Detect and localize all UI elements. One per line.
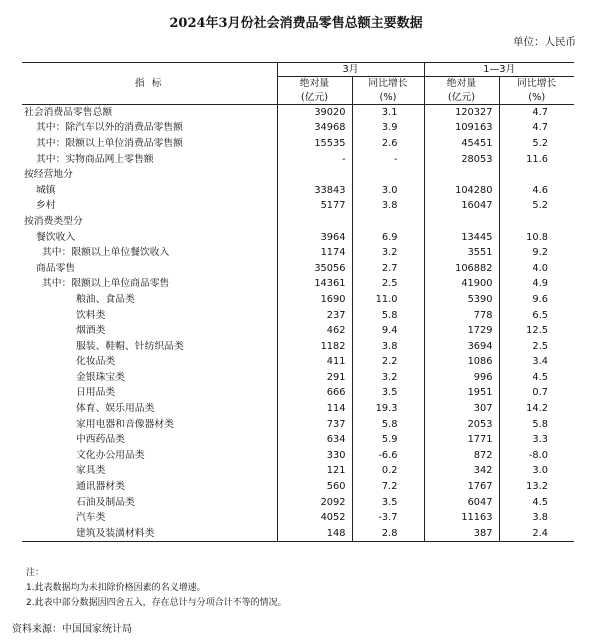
q1-yoy-growth: 2.4 <box>499 526 574 542</box>
table-row <box>22 448 574 464</box>
row-label: 金银珠宝类 <box>76 371 125 383</box>
row-label: 服装、鞋帽、针纺织品类 <box>76 340 184 352</box>
march-yoy-growth: -3.7 <box>352 510 424 526</box>
row-label: 其中：限额以上单位餐饮收入 <box>42 247 170 259</box>
march-yoy-growth: -6.6 <box>352 448 424 464</box>
march-absolute-value: 737 <box>277 416 352 432</box>
march-absolute-value: 330 <box>277 448 352 464</box>
q1-yoy-growth <box>499 167 574 183</box>
q1-yoy-growth: 12.5 <box>499 323 574 339</box>
q1-yoy-growth: 11.6 <box>499 151 574 167</box>
table-row <box>22 214 574 230</box>
notes-heading: 注： <box>26 568 45 578</box>
march-yoy-growth: 0.2 <box>352 463 424 479</box>
row-label: 体育、娱乐用品类 <box>76 403 155 415</box>
table-row <box>22 151 574 167</box>
march-yoy-growth: 5.8 <box>352 307 424 323</box>
q1-absolute-value: 778 <box>424 307 499 323</box>
march-yoy-growth: 2.7 <box>352 260 424 276</box>
march-yoy-growth: 5.8 <box>352 416 424 432</box>
march-yoy-growth: 11.0 <box>352 292 424 308</box>
q1-yoy-growth: 4.7 <box>499 120 574 136</box>
period-q1-header: 1—3月 <box>424 63 574 77</box>
table-row <box>22 416 574 432</box>
march-absolute-value: 14361 <box>277 276 352 292</box>
march-absolute-value: 2092 <box>277 494 352 510</box>
row-label: 建筑及装潢材料类 <box>22 526 277 542</box>
march-yoy-growth: 5.9 <box>352 432 424 448</box>
march-absolute-value: 1690 <box>277 292 352 308</box>
row-label: 汽车类 <box>76 512 106 524</box>
march-abs-unit: (亿元) <box>277 91 352 105</box>
march-absolute-value: 33843 <box>277 182 352 198</box>
row-label: 石油及制品类 <box>76 496 135 508</box>
q1-yoy-header: 同比增长 <box>499 77 574 91</box>
march-yoy-growth: 2.8 <box>352 526 424 542</box>
period-march-header: 3月 <box>277 63 424 77</box>
table-row <box>22 526 574 542</box>
indicator-header: 指 标 <box>22 63 277 105</box>
table-row <box>22 136 574 152</box>
row-label: 社会消费品零售总额 <box>24 107 113 119</box>
q1-yoy-growth: 2.5 <box>499 338 574 354</box>
q1-yoy-growth: 3.0 <box>499 463 574 479</box>
unit-label: 单位：人民币 <box>513 36 576 48</box>
march-yoy-growth: - <box>352 151 424 167</box>
q1-absolute-value: 45451 <box>424 136 499 152</box>
q1-absolute-value: 1767 <box>424 479 499 495</box>
march-absolute-value: 148 <box>277 526 352 542</box>
march-yoy-growth: 3.1 <box>352 105 424 121</box>
march-abs-header: 绝对量 <box>277 77 352 91</box>
row-label: 其中：限额以上单位消费品零售额 <box>36 137 183 149</box>
report-title: 2024年3月份社会消费品零售总额主要数据 <box>169 16 423 31</box>
q1-yoy-growth: 5.2 <box>499 136 574 152</box>
march-absolute-value: 634 <box>277 432 352 448</box>
march-absolute-value: 39020 <box>277 105 352 121</box>
row-label: 通讯器材类 <box>76 481 125 493</box>
row-label: 饮料类 <box>76 309 106 321</box>
table-row <box>22 494 574 510</box>
q1-yoy-growth: 5.8 <box>499 416 574 432</box>
retail-sales-table <box>22 62 574 542</box>
march-absolute-value: 35056 <box>277 260 352 276</box>
data-source: 资料来源：中国国家统计局 <box>12 624 132 635</box>
q1-yoy-growth: 0.7 <box>499 385 574 401</box>
march-yoy-growth: 2.6 <box>352 136 424 152</box>
q1-yoy-growth: 4.6 <box>499 182 574 198</box>
table-row <box>22 198 574 214</box>
march-absolute-value: 121 <box>277 463 352 479</box>
march-yoy-growth: 3.2 <box>352 370 424 386</box>
march-absolute-value: 5177 <box>277 198 352 214</box>
march-yoy-growth: 9.4 <box>352 323 424 339</box>
march-absolute-value <box>277 214 352 230</box>
table-row <box>22 276 574 292</box>
row-label: 其中：限额以上单位商品零售 <box>42 278 170 290</box>
march-yoy-growth: 3.0 <box>352 182 424 198</box>
march-absolute-value: 15535 <box>277 136 352 152</box>
q1-absolute-value <box>424 214 499 230</box>
q1-absolute-value: 872 <box>424 448 499 464</box>
march-absolute-value: - <box>277 151 352 167</box>
q1-yoy-growth: 4.9 <box>499 276 574 292</box>
q1-abs-header: 绝对量 <box>424 77 499 91</box>
q1-absolute-value: 13445 <box>424 229 499 245</box>
table-row <box>22 292 574 308</box>
q1-absolute-value: 16047 <box>424 198 499 214</box>
q1-absolute-value: 3694 <box>424 338 499 354</box>
q1-yoy-growth: 6.5 <box>499 307 574 323</box>
q1-absolute-value: 106882 <box>424 260 499 276</box>
march-absolute-value: 3964 <box>277 229 352 245</box>
march-absolute-value: 4052 <box>277 510 352 526</box>
march-yoy-growth: 3.8 <box>352 198 424 214</box>
notes <box>26 566 287 611</box>
q1-absolute-value: 1951 <box>424 385 499 401</box>
row-label: 乡村 <box>36 200 56 212</box>
q1-yoy-unit: (%) <box>499 91 574 105</box>
q1-absolute-value: 6047 <box>424 494 499 510</box>
row-label: 文化办公用品类 <box>76 449 145 461</box>
table-row <box>22 167 574 183</box>
q1-yoy-growth: 14.2 <box>499 401 574 417</box>
row-label: 中西药品类 <box>76 434 125 446</box>
q1-absolute-value <box>424 167 499 183</box>
march-absolute-value: 462 <box>277 323 352 339</box>
march-yoy-header: 同比增长 <box>352 77 424 91</box>
q1-absolute-value: 109163 <box>424 120 499 136</box>
march-absolute-value: 237 <box>277 307 352 323</box>
row-label: 按经营地分 <box>24 169 73 181</box>
q1-yoy-growth: 9.2 <box>499 245 574 261</box>
table-row <box>22 354 574 370</box>
q1-absolute-value: 3551 <box>424 245 499 261</box>
table-row <box>22 401 574 417</box>
march-absolute-value: 666 <box>277 385 352 401</box>
q1-yoy-growth: -8.0 <box>499 448 574 464</box>
march-absolute-value: 1182 <box>277 338 352 354</box>
table-row <box>22 245 574 261</box>
q1-yoy-growth <box>499 214 574 230</box>
table-row <box>22 338 574 354</box>
q1-yoy-growth: 5.2 <box>499 198 574 214</box>
q1-yoy-growth: 4.0 <box>499 260 574 276</box>
march-absolute-value: 291 <box>277 370 352 386</box>
table-row <box>22 260 574 276</box>
march-yoy-growth: 2.5 <box>352 276 424 292</box>
header-row-periods <box>22 63 574 77</box>
march-yoy-growth: 19.3 <box>352 401 424 417</box>
q1-yoy-growth: 3.3 <box>499 432 574 448</box>
march-absolute-value <box>277 167 352 183</box>
table-row <box>22 323 574 339</box>
q1-absolute-value: 41900 <box>424 276 499 292</box>
q1-absolute-value: 1729 <box>424 323 499 339</box>
march-absolute-value: 34968 <box>277 120 352 136</box>
march-yoy-growth <box>352 214 424 230</box>
q1-absolute-value: 342 <box>424 463 499 479</box>
march-yoy-growth: 3.2 <box>352 245 424 261</box>
march-yoy-growth: 6.9 <box>352 229 424 245</box>
row-label: 其中：实物商品网上零售额 <box>36 153 154 165</box>
row-label: 烟酒类 <box>76 325 106 337</box>
q1-absolute-value: 120327 <box>424 105 499 121</box>
row-label: 餐饮收入 <box>36 231 76 243</box>
q1-absolute-value: 5390 <box>424 292 499 308</box>
row-label: 其中：除汽车以外的消费品零售额 <box>36 122 183 134</box>
march-absolute-value: 114 <box>277 401 352 417</box>
row-label: 按消费类型分 <box>24 215 83 227</box>
table-row <box>22 510 574 526</box>
march-absolute-value: 560 <box>277 479 352 495</box>
q1-yoy-growth: 10.8 <box>499 229 574 245</box>
table-row <box>22 229 574 245</box>
row-label: 家具类 <box>76 465 106 477</box>
march-yoy-growth: 2.2 <box>352 354 424 370</box>
row-label: 粮油、食品类 <box>76 293 135 305</box>
table-row <box>22 182 574 198</box>
row-label: 城镇 <box>36 184 56 196</box>
table-row <box>22 463 574 479</box>
q1-absolute-value: 387 <box>424 526 499 542</box>
march-yoy-growth: 7.2 <box>352 479 424 495</box>
march-yoy-unit: (%) <box>352 91 424 105</box>
march-yoy-growth: 3.8 <box>352 338 424 354</box>
table-row <box>22 105 574 121</box>
march-yoy-growth: 3.5 <box>352 494 424 510</box>
table-row <box>22 479 574 495</box>
q1-absolute-value: 11163 <box>424 510 499 526</box>
q1-yoy-growth: 13.2 <box>499 479 574 495</box>
note-2: 2.此表中部分数据因四舍五入，存在总计与分项合计不等的情况。 <box>26 598 287 608</box>
table-row <box>22 120 574 136</box>
march-absolute-value: 411 <box>277 354 352 370</box>
q1-yoy-growth: 4.7 <box>499 105 574 121</box>
q1-absolute-value: 104280 <box>424 182 499 198</box>
table-row <box>22 385 574 401</box>
table-row <box>22 307 574 323</box>
note-1: 1.此表数据均为未扣除价格因素的名义增速。 <box>26 583 206 593</box>
q1-yoy-growth: 4.5 <box>499 370 574 386</box>
table-row <box>22 432 574 448</box>
row-label: 日用品类 <box>76 387 116 399</box>
q1-yoy-growth: 9.6 <box>499 292 574 308</box>
q1-absolute-value: 1086 <box>424 354 499 370</box>
q1-abs-unit: (亿元) <box>424 91 499 105</box>
march-yoy-growth: 3.9 <box>352 120 424 136</box>
row-label: 化妆品类 <box>76 356 116 368</box>
q1-yoy-growth: 3.4 <box>499 354 574 370</box>
q1-absolute-value: 307 <box>424 401 499 417</box>
row-label: 商品零售 <box>36 262 76 274</box>
q1-absolute-value: 996 <box>424 370 499 386</box>
march-absolute-value: 1174 <box>277 245 352 261</box>
row-label: 家用电器和音像器材类 <box>76 418 174 430</box>
q1-absolute-value: 2053 <box>424 416 499 432</box>
march-yoy-growth <box>352 167 424 183</box>
q1-absolute-value: 28053 <box>424 151 499 167</box>
table-row <box>22 370 574 386</box>
q1-absolute-value: 1771 <box>424 432 499 448</box>
q1-yoy-growth: 3.8 <box>499 510 574 526</box>
q1-yoy-growth: 4.5 <box>499 494 574 510</box>
march-yoy-growth: 3.5 <box>352 385 424 401</box>
